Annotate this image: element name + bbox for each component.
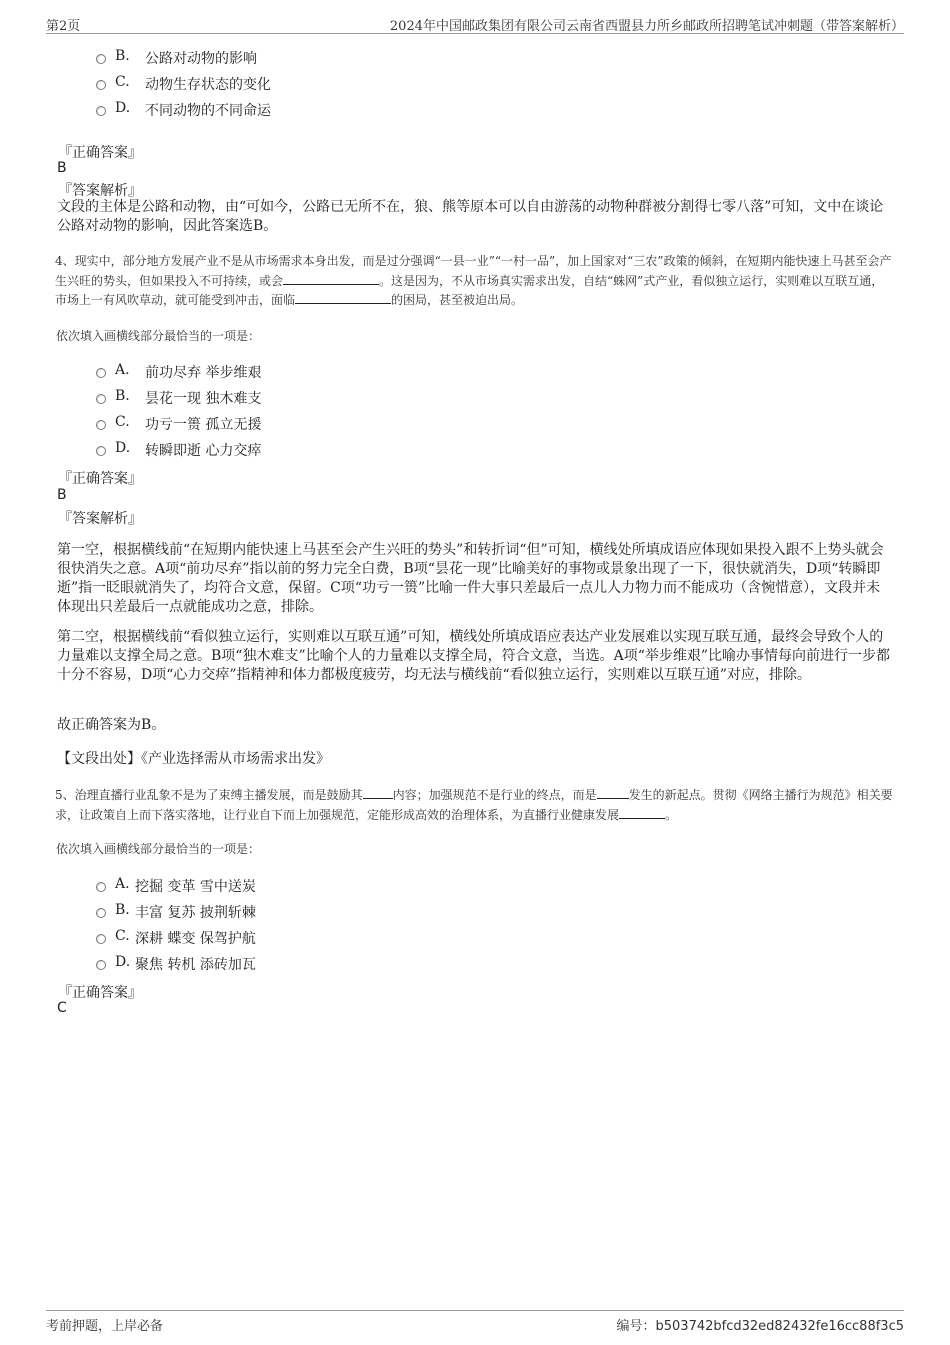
blank-line (619, 806, 665, 819)
q3-answer-label: 『正确答案』 (58, 145, 142, 161)
q4-analysis-label: 『答案解析』 (58, 511, 142, 527)
page-footer (46, 1310, 904, 1337)
q4-stem: 4、现实中，部分地方发展产业不是从市场需求本身出发，而是过分强调“一县一业”“一村一品”，加上国家对“三农”政策的倾斜，在短期内能快速上马甚至会产生兴旺的势头，但如果投入不可持续，或会 。这是因为，不从市场真实需求出发，自结“蛛网”式产业，看似独立运行，实则难以互联互通，市场上一有风吹草动，就可能受到冲击，面临 的困局，甚至被迫出局。 (55, 254, 892, 307)
page-header (46, 13, 904, 34)
document-title: 2024年中国邮政集团有限公司云南省西盟县力所乡邮政所招聘笔试冲刺题（带答案解析） (389, 19, 904, 34)
radio-icon[interactable] (96, 420, 106, 430)
q4-answer: B (57, 487, 67, 503)
radio-icon[interactable] (96, 80, 106, 90)
radio-icon[interactable] (96, 54, 106, 64)
radio-icon[interactable] (96, 394, 106, 404)
blank-line (283, 272, 379, 285)
q4-analysis-p2: 第二空，根据横线前“看似独立运行，实则难以互联互通”可知，横线处所填成语应表达产业发展难以实现互联互通，最终会导致个人的力量难以支撑全局之意。B项“独木难支”比喻个人的力量难以支撑全局，符合文意，当选。A项“举步维艰”比喻办事情每向前进行一步都十分不容易，D项“心力交瘁”指精神和体力都极度疲劳，均无法与横线前“看似独立运行，实则难以互联互通”对应，排除。 (57, 629, 891, 683)
q4-source: 【文段出处】《产业选择需从市场需求出发》 (57, 751, 330, 767)
radio-icon[interactable] (96, 106, 106, 116)
blank-line (363, 786, 393, 799)
q5-stem: 5、治理直播行业乱象不是为了束缚主播发展，而是鼓励其 内容；加强规范不是行业的终点，而是 发生的新起点。贯彻《网络主播行为规范》相关要求，让政策自上而下落实落地，让行业自下而上加强规范，定能形成高效的治理体系，为直播行业健康发展 。 (55, 788, 893, 822)
blank-line (597, 786, 629, 799)
q4-instruction: 依次填入画横线部分最恰当的一项是： (56, 329, 261, 343)
q5-answer-label: 『正确答案』 (58, 985, 142, 1001)
q3-analysis-text: 文段的主体是公路和动物，由“可如今，公路已无所不在，狼、熊等原本可以自由游荡的动物种群被分割得七零八落”可知，文中在谈论公路对动物的影响，因此答案选B。 (57, 199, 884, 234)
q4-analysis-p1: 第一空，根据横线前“在短期内能快速上马甚至会产生兴旺的势头”和转折词“但”可知，横线处所填成语应体现如果投入跟不上势头就会很快消失之意。A项“前功尽弃”指以前的努力完全白费，B项“昙花一现”比喻美好的事物或景象出现了一下，很快就消失，D项“转瞬即逝”指一眨眼就消失了，均符合文意，保留。C项“功亏一篑”比喻一件大事只差最后一点儿人力物力而不能成功（含惋惜意），文段并未体现出只差最后一点就能成功之意，排除。 (57, 542, 884, 615)
blank-line (295, 291, 391, 304)
radio-icon[interactable] (96, 934, 106, 944)
q3-analysis-label: 『答案解析』 (58, 183, 142, 199)
q3-answer: B (57, 160, 67, 176)
q4-answer-label: 『正确答案』 (58, 471, 142, 487)
radio-icon[interactable] (96, 960, 106, 970)
page-number: 第2页 (46, 19, 81, 34)
q5-answer: C (57, 1000, 67, 1016)
q4-analysis-p3: 故正确答案为B。 (57, 717, 166, 733)
radio-icon[interactable] (96, 368, 106, 378)
q5-instruction: 依次填入画横线部分最恰当的一项是： (56, 842, 261, 856)
radio-icon[interactable] (96, 908, 106, 918)
document-code: 编号：b503742bfcd32ed82432fe16cc88f3c5 (616, 1319, 904, 1334)
footer-slogan: 考前押题，上岸必备 (46, 1319, 164, 1334)
radio-icon[interactable] (96, 882, 106, 892)
radio-icon[interactable] (96, 446, 106, 456)
